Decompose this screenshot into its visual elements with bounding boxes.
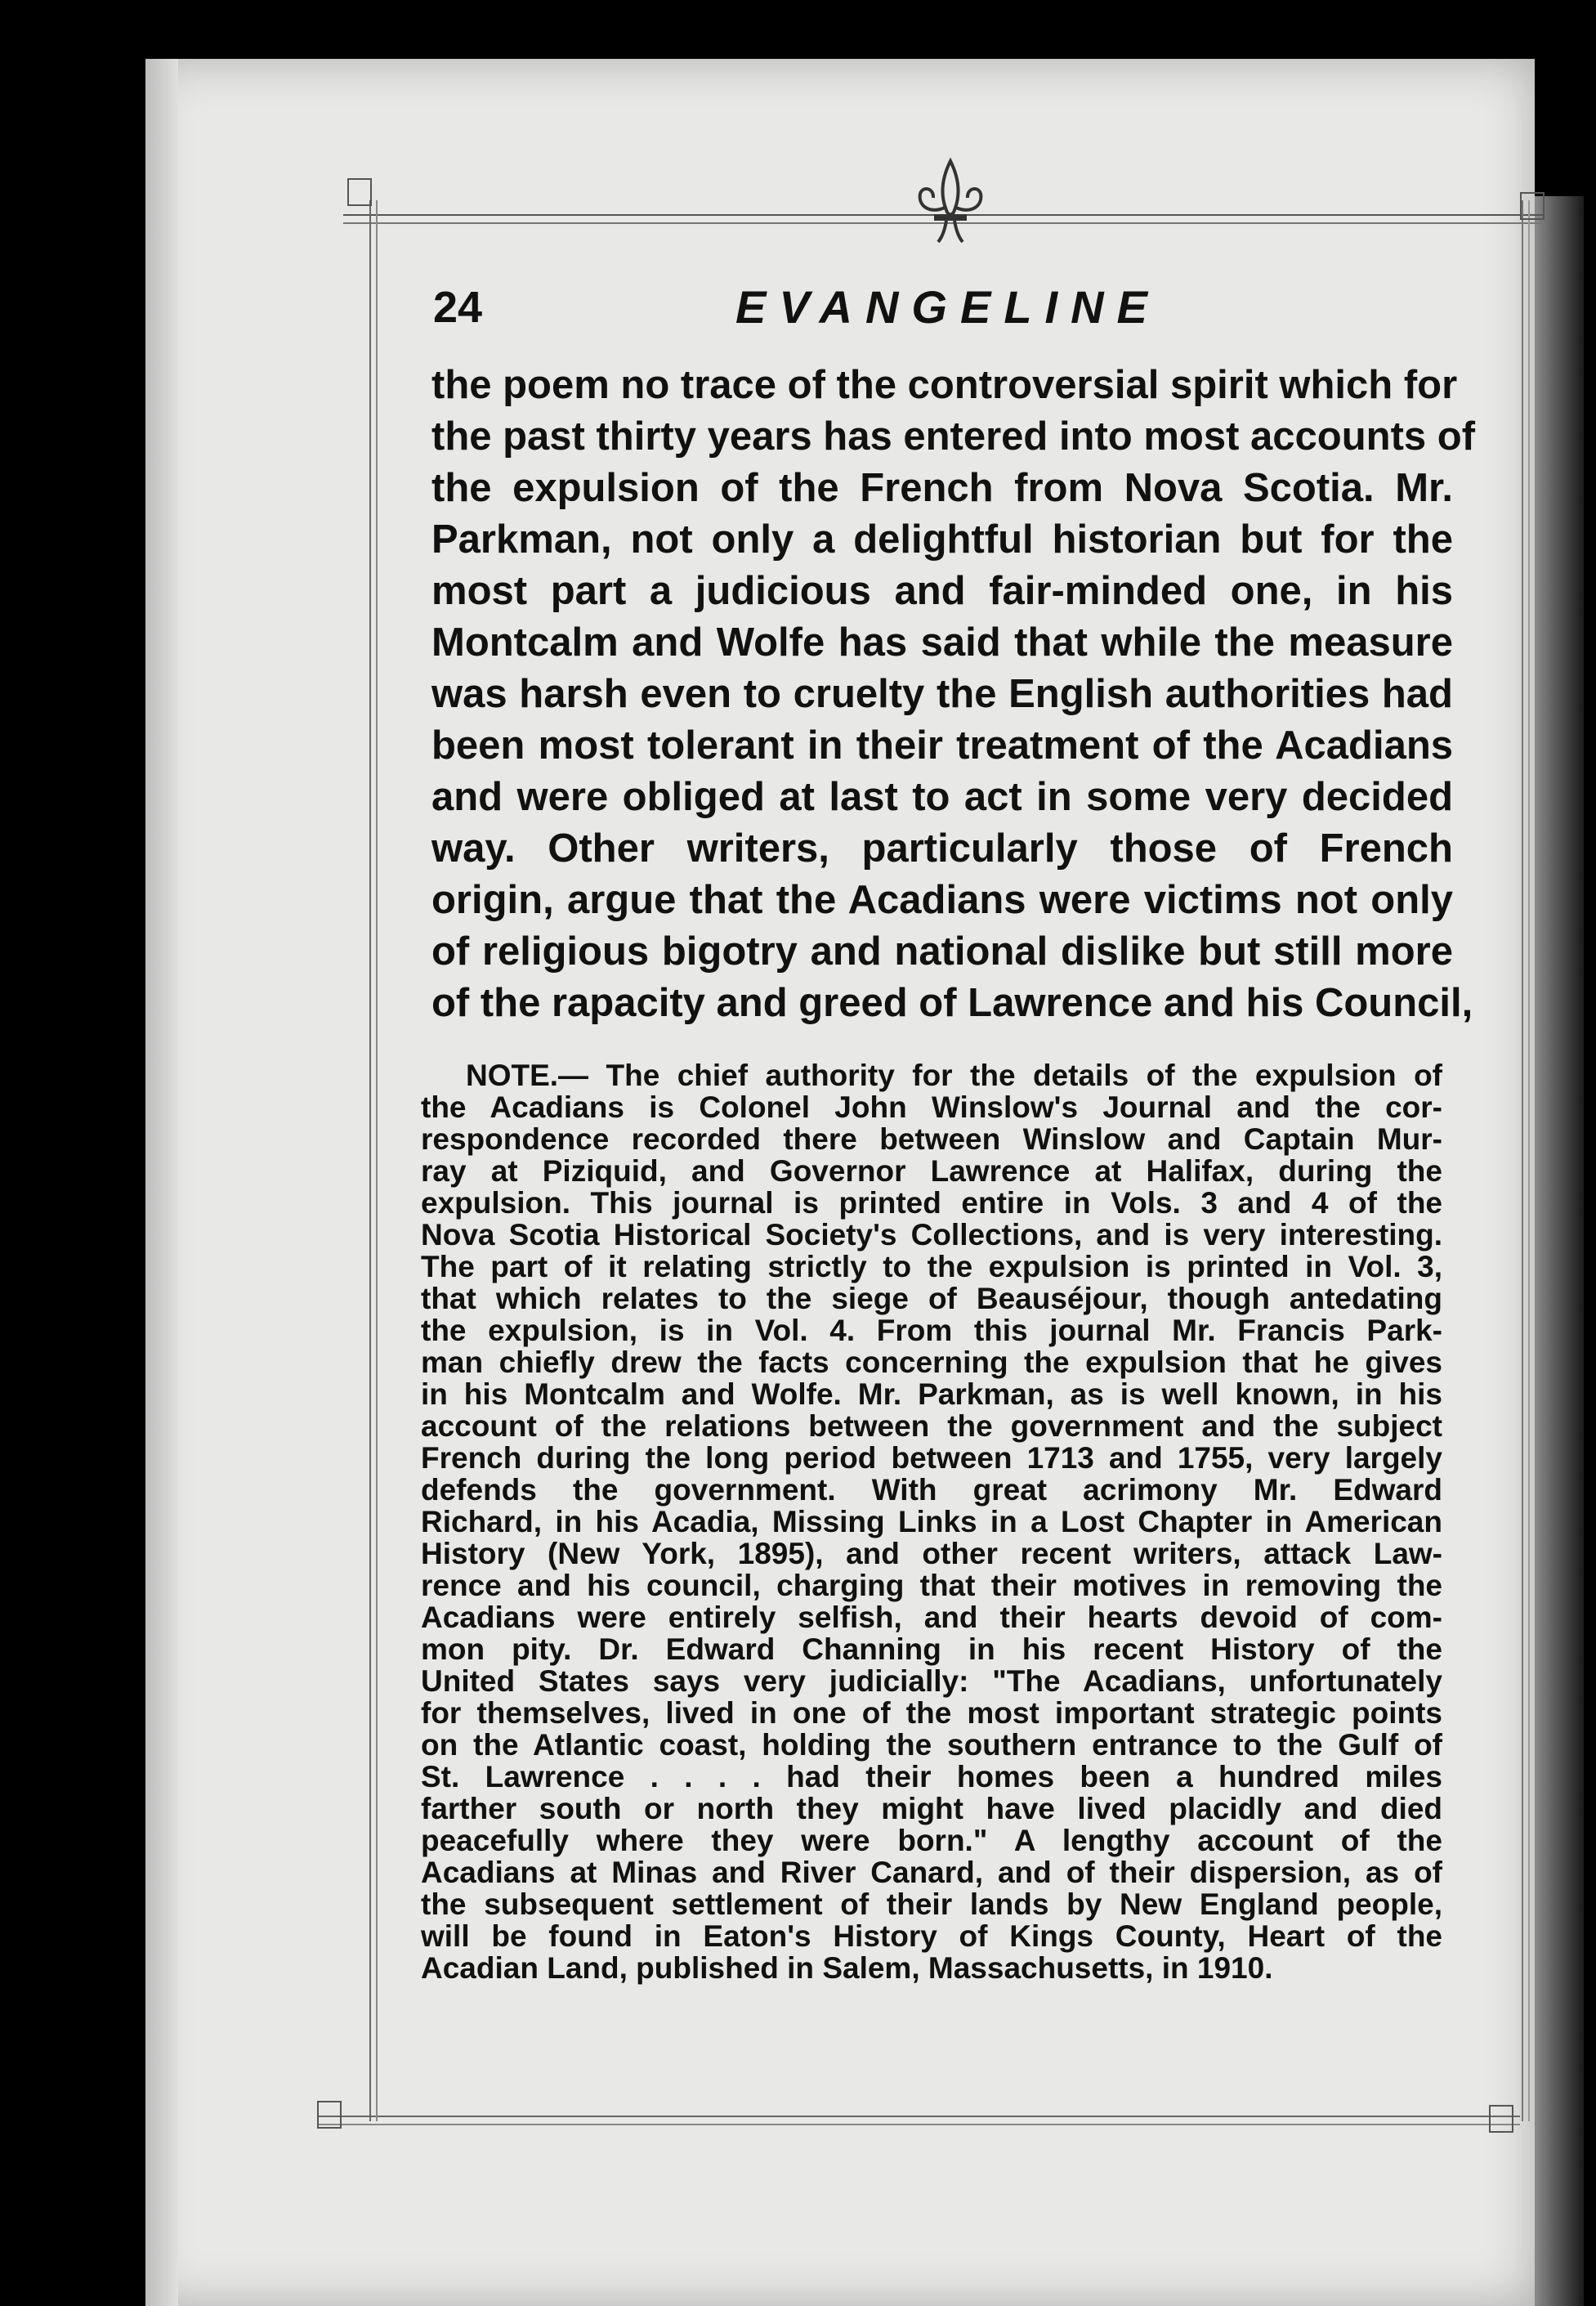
body-line: of religious bigotry and national dislike but still more (431, 929, 1453, 974)
body-line: of the rapacity and greed of Lawrence and his Council, (431, 981, 1473, 1025)
note-line: French during the long period between 1713 and 1755, very largely (421, 1441, 1442, 1475)
note-line: respondence recorded there between Winslow and Captain Mur- (421, 1122, 1442, 1156)
note-line: the expulsion, is in Vol. 4. From this journal Mr. Francis Park- (421, 1314, 1442, 1347)
footnote (421, 1059, 1442, 1984)
note-line: the subsequent settlement of their lands by New England people, (421, 1887, 1442, 1921)
body-line: most part a judicious and fair-minded one, in his (431, 569, 1453, 613)
frame-corner-top-right (1520, 192, 1545, 220)
running-title: EVANGELINE (735, 281, 1160, 333)
note-line: expulsion. This journal is printed entire in Vols. 3 and 4 of the (421, 1186, 1442, 1220)
note-line: account of the relations between the government and the subject (421, 1409, 1442, 1443)
note-line: rence and his council, charging that their motives in removing the (421, 1569, 1442, 1602)
note-line: defends the government. With great acrimony Mr. Edward (421, 1473, 1442, 1507)
note-line: Acadians were entirely selfish, and their hearts devoid of com- (421, 1601, 1442, 1634)
note-line: Richard, in his Acadia, Missing Links in a Lost Chapter in American (421, 1505, 1442, 1538)
frame-corner-top-left (347, 178, 372, 206)
note-line: United States says very judicially: "The Acadians, unfortunately (421, 1664, 1442, 1698)
body-line: been most tolerant in their treatment of the Acadians (431, 723, 1453, 768)
body-line: the expulsion of the French from Nova Scotia. Mr. (431, 466, 1453, 510)
note-line: ray at Piziquid, and Governor Lawrence at Halifax, during the (421, 1154, 1442, 1188)
body-paragraph (431, 360, 1476, 1029)
frame-bottom-rule (319, 2116, 1520, 2125)
body-line: the poem no trace of the controversial spirit which for (431, 363, 1458, 407)
note-line: Acadians at Minas and River Canard, and of their dispersion, as of (421, 1856, 1442, 1889)
frame-right-rule (1522, 200, 1530, 2121)
note-line: farther south or north they might have lived placidly and died (421, 1792, 1442, 1825)
frame-corner-bottom-left (317, 2101, 342, 2129)
note-line: The part of it relating strictly to the expulsion is printed in Vol. 3, (421, 1250, 1442, 1283)
note-line: St. Lawrence . . . . had their homes been a hundred miles (421, 1760, 1442, 1793)
binding-shadow (1535, 196, 1584, 2306)
note-line: Acadian Land, published in Salem, Massachusetts, in 1910. (421, 1951, 1273, 1985)
note-line: mon pity. Dr. Edward Channing in his recent History of the (421, 1632, 1442, 1666)
body-line: origin, argue that the Acadians were victims not only (431, 878, 1453, 922)
note-line: will be found in Eaton's History of Kings County, Heart of the (421, 1919, 1442, 1953)
note-line: for themselves, lived in one of the most important strategic points (421, 1696, 1442, 1730)
note-line: NOTE.— The chief authority for the details of the expulsion of (466, 1059, 1442, 1092)
note-line: the Acadians is Colonel John Winslow's Journal and the cor- (421, 1090, 1442, 1124)
page-number: 24 (433, 283, 483, 332)
page-header (433, 282, 1495, 347)
body-line: way. Other writers, particularly those of French (431, 826, 1453, 871)
body-line: Parkman, not only a delightful historian but for the (431, 517, 1453, 562)
frame-left-rule (369, 200, 378, 2121)
note-line: peacefully where they were born." A lengthy account of the (421, 1824, 1442, 1857)
frame-corner-bottom-right (1489, 2105, 1513, 2133)
body-line: Montcalm and Wolfe has said that while the measure (431, 620, 1453, 665)
note-line: man chiefly drew the facts concerning the expulsion that he gives (421, 1346, 1442, 1379)
note-line: Nova Scotia Historical Society's Collections, and is very interesting. (421, 1218, 1442, 1252)
note-line: History (New York, 1895), and other recent writers, attack Law- (421, 1537, 1442, 1570)
note-line: in his Montcalm and Wolfe. Mr. Parkman, as is well known, in his (421, 1377, 1442, 1411)
page-edge (145, 59, 178, 2306)
body-line: was harsh even to cruelty the English authorities had (431, 672, 1453, 716)
body-line: the past thirty years has entered into most accounts of (431, 414, 1476, 459)
body-line: and were obliged at last to act in some very decided (431, 775, 1453, 819)
note-line: on the Atlantic coast, holding the southern entrance to the Gulf of (421, 1728, 1442, 1762)
note-line: that which relates to the siege of Beauséjour, though antedating (421, 1282, 1442, 1315)
fleur-de-lis-icon (897, 157, 1004, 255)
